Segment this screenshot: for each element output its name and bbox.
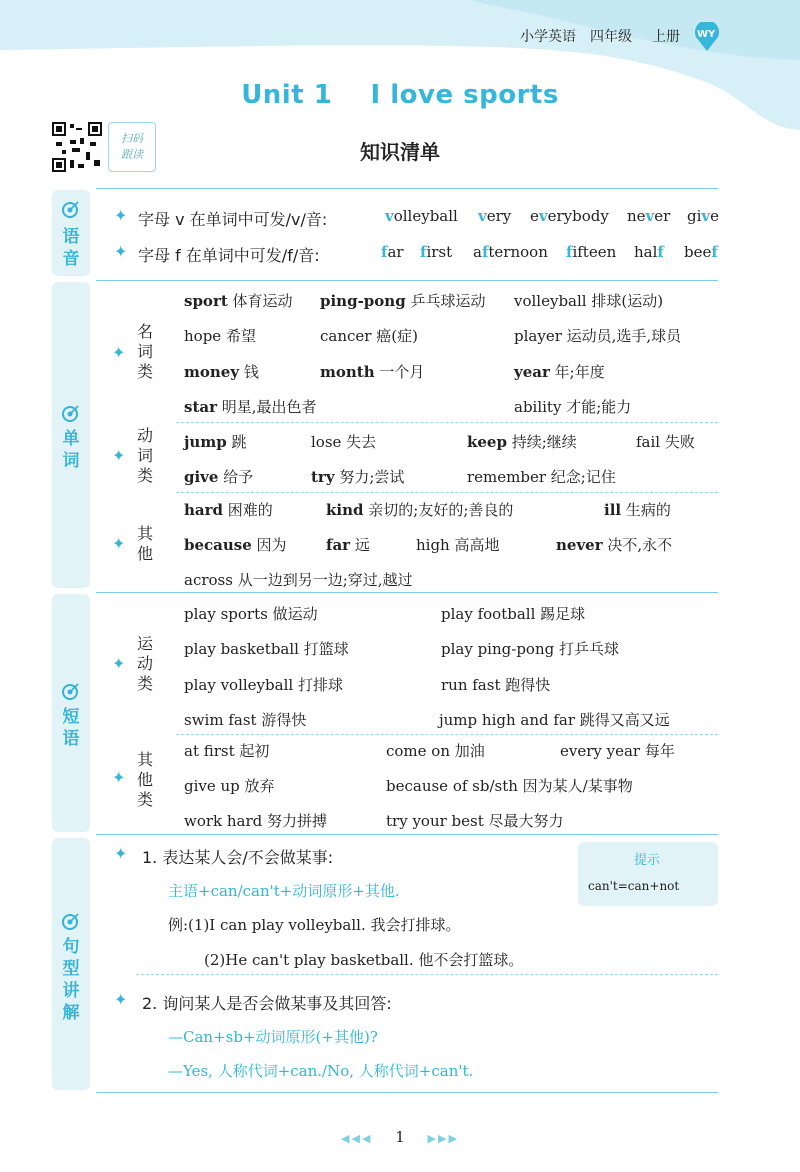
sidebar-label-phrases: 短 语: [62, 707, 80, 749]
section-title: 知识清单: [360, 140, 440, 164]
divider: [176, 422, 718, 423]
vocab-entry: hope 希望: [184, 327, 256, 345]
example-word: volleyball: [385, 207, 458, 225]
rule-line: [96, 280, 718, 281]
vocab-entry: sport 体育运动: [184, 292, 293, 310]
vocab-entry: money 钱: [184, 363, 259, 381]
vocab-entry: high 高高地: [416, 536, 500, 554]
sentence-pattern-1-title: 1. 表达某人会/不会做某事:: [142, 848, 334, 867]
diamond-bullet-icon: ✦: [114, 844, 128, 863]
vocab-entry: because 因为: [184, 536, 287, 554]
target-icon: [62, 912, 80, 930]
example-word: fifteen: [566, 243, 617, 261]
rule-line: [96, 834, 718, 835]
vocab-entry: keep 持续;继续: [467, 433, 577, 451]
rule-line: [96, 592, 718, 593]
vocab-entry: star 明星,最出色者: [184, 398, 317, 416]
example-word: afternoon: [473, 243, 548, 261]
vocab-entry: ping-pong 乒乓球运动: [320, 292, 486, 310]
header-subject: 小学英语: [520, 29, 576, 45]
diamond-bullet-icon: ✦: [114, 206, 128, 225]
vocab-entry: never 决不,永不: [556, 536, 673, 554]
phrase-entry: play basketball 打篮球: [184, 640, 349, 658]
diamond-bullet-icon: ✦: [112, 446, 126, 465]
unit-title: Unit 1 I love sports: [241, 80, 559, 110]
example-word: everybody: [530, 207, 609, 225]
phrase-entry: play volleyball 打排球: [184, 676, 343, 694]
page-footer: [0, 1128, 800, 1146]
diamond-bullet-icon: ✦: [112, 768, 126, 787]
tip-text: can't=can+not: [588, 879, 680, 893]
example-word: very: [478, 207, 512, 225]
header-volume: 上册: [652, 29, 680, 45]
vocab-entry: ability 才能;能力: [514, 398, 632, 416]
phrase-entry: play football 踢足球: [441, 605, 586, 623]
vocab-entry: lose 失去: [311, 433, 377, 451]
sentence-pattern-2-title: 2. 询问某人是否会做某事及其回答:: [142, 994, 392, 1013]
phrase-entry: give up 放弃: [184, 777, 275, 795]
phrase-entry: because of sb/sth 因为某人/某事物: [386, 777, 633, 795]
vocab-entry: jump 跳: [184, 433, 247, 451]
diamond-bullet-icon: ✦: [114, 242, 128, 261]
vocab-entry: hard 困难的: [184, 501, 273, 519]
phrase-entry: run fast 跑得快: [441, 676, 551, 694]
sidebar-label-words: 单 词: [62, 429, 80, 471]
vocab-entry: fail 失败: [636, 433, 695, 451]
diamond-bullet-icon: ✦: [112, 343, 126, 362]
sidebar-label-sentences: 句 型 讲 解: [62, 937, 80, 1023]
category-sports-phrases: 运 动 类: [136, 634, 153, 693]
phrase-entry: try your best 尽最大努力: [386, 812, 564, 830]
sentence-pattern-2-question: —Can+sb+动词原形(+其他)?: [168, 1028, 378, 1046]
vocab-entry: volleyball 排球(运动): [514, 292, 664, 310]
phrase-entry: play sports 做运动: [184, 605, 318, 623]
tip-title: 提示: [634, 853, 661, 868]
vocab-entry: year 年;年度: [514, 363, 605, 381]
phrase-entry: at first 起初: [184, 742, 270, 760]
divider: [136, 974, 718, 975]
category-other-phrases: 其 他 类: [136, 750, 153, 809]
category-verbs: 动 词 类: [136, 426, 153, 485]
arrow-right-icon: ▶▶▶: [427, 1132, 459, 1145]
sentence-pattern-2-answer: —Yes, 人称代词+can./No, 人称代词+can't.: [168, 1062, 474, 1080]
page-number: 1: [395, 1128, 405, 1146]
vocab-entry: try 努力;尝试: [311, 468, 405, 486]
vocab-entry: cancer 癌(症): [320, 327, 418, 345]
example-word: first: [420, 243, 453, 261]
example-word: beef: [684, 243, 718, 261]
target-icon: [62, 404, 80, 422]
header-grade: 四年级: [590, 29, 632, 45]
vocab-entry: give 给予: [184, 468, 254, 486]
diamond-bullet-icon: ✦: [114, 990, 128, 1009]
target-icon: [62, 200, 80, 218]
rule-line: [96, 188, 718, 189]
divider: [176, 492, 718, 493]
diamond-bullet-icon: ✦: [112, 654, 126, 673]
vocab-entry: kind 亲切的;友好的;善良的: [326, 501, 514, 519]
example-2: (2)He can't play basketball. 他不会打篮球。: [204, 951, 524, 969]
edition-badge: WY: [697, 29, 716, 40]
example-word: far: [381, 243, 404, 261]
category-others: 其 他: [136, 524, 153, 563]
scan-follow-read-label: 扫码 跟读: [108, 122, 156, 172]
diamond-bullet-icon: ✦: [112, 534, 126, 553]
phrase-entry: work hard 努力拼搏: [184, 812, 328, 830]
f-rule: 字母 f 在单词中可发/f/音:: [138, 246, 320, 265]
vocab-entry: remember 纪念;记住: [467, 468, 616, 486]
vocab-entry: far 远: [326, 536, 370, 554]
arrow-left-icon: ◀◀◀: [341, 1132, 373, 1145]
rule-line: [96, 1092, 718, 1093]
phrase-entry: swim fast 游得快: [184, 711, 307, 729]
vocab-entry: across 从一边到另一边;穿过,越过: [184, 571, 413, 589]
target-icon: [62, 682, 80, 700]
phrase-entry: come on 加油: [386, 742, 485, 760]
phrase-entry: jump high and far 跳得又高又远: [439, 711, 670, 729]
vocab-entry: ill 生病的: [604, 501, 671, 519]
qr-code-icon[interactable]: [52, 122, 102, 172]
divider: [176, 734, 718, 735]
example-word: never: [627, 207, 671, 225]
sidebar-label-pronunciation: 语 音: [62, 227, 80, 269]
phrase-entry: every year 每年: [560, 742, 675, 760]
v-rule: 字母 v 在单词中可发/v/音:: [138, 210, 328, 229]
vocab-entry: month 一个月: [320, 363, 425, 381]
sentence-pattern-1-formula: 主语+can/can't+动词原形+其他.: [168, 882, 400, 900]
phrase-entry: play ping-pong 打乒乓球: [441, 640, 619, 658]
example-1: 例:(1)I can play volleyball. 我会打排球。: [168, 916, 461, 934]
category-nouns: 名 词 类: [136, 322, 153, 381]
example-word: give: [687, 207, 720, 225]
example-word: half: [634, 243, 664, 261]
vocab-entry: player 运动员,选手,球员: [514, 327, 682, 345]
